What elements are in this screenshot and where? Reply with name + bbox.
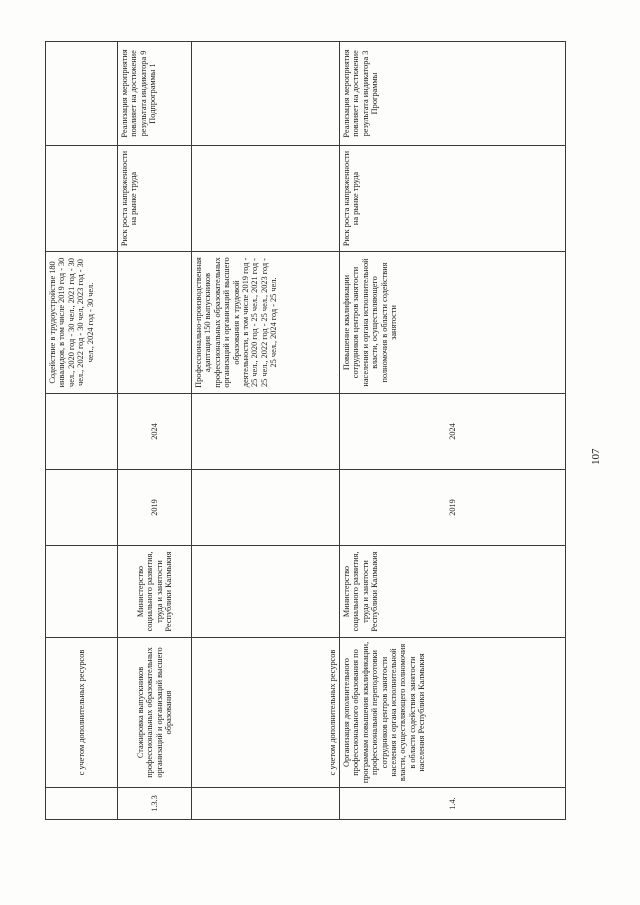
cell-name: с учетом дополнительных ресурсов bbox=[192, 638, 340, 788]
table-row bbox=[192, 42, 340, 820]
cell-executor bbox=[46, 546, 118, 638]
cell-result: Профессионально-производственная адаптация 150 выпускников профессиональных образовательных организаций и организаций высшего образования к трудовой деятельности, в том числе 2019 год - 25 чел., 2020 год - 25 чел., 2021 год - 25 чел., 2022 год - 25 чел., 2023 год - 25 чел., 2024 год - 25 чел. bbox=[192, 252, 340, 394]
cell-executor: Министерство социального развития, труда и занятости Республики Калмыкия bbox=[118, 546, 192, 638]
table-row bbox=[118, 42, 192, 820]
cell-num bbox=[192, 788, 340, 820]
cell-result: Содействие в трудоустройстве 180 инвалидов, в том числе 2019 год - 30 чел., 2020 год - 30 чел., 2021 год - 30 чел., 2022 год - 30 чел, 2023 год - 30 чел., 2024 год - 30 чел. bbox=[46, 252, 118, 394]
cell-link: Реализация мероприятия повлияет на достижение результата индикатора 3 Программы bbox=[340, 42, 566, 146]
cell-link bbox=[46, 42, 118, 146]
cell-name: Стажировка выпускников профессиональных образовательных организаций и организаций высшего образования bbox=[118, 638, 192, 788]
cell-num bbox=[46, 788, 118, 820]
cell-link: Реализация мероприятия повлияет на достижение результата индикатора 9 Подпрограммы 1 bbox=[118, 42, 192, 146]
cell-end: 2024 bbox=[340, 394, 566, 470]
cell-risk bbox=[192, 146, 340, 252]
cell-executor bbox=[192, 546, 340, 638]
cell-result: Повышение квалификации сотрудников центров занятости населения и органа исполнительной власти, осуществляющего полномочия в области содействия занятости bbox=[340, 252, 566, 394]
page-number: 107 bbox=[590, 448, 602, 465]
cell-end bbox=[192, 394, 340, 470]
measures-table bbox=[45, 41, 566, 820]
cell-name: Организация дополнительного профессионального образования по программам повышения квалификации, профессиональной переподготовки сотрудников центров занятости населения и органа исполнительной власти, осуществляющего полномочия в области содействия занятости населения Республики Калмыкия bbox=[340, 638, 566, 788]
table-row bbox=[46, 42, 118, 820]
cell-risk bbox=[46, 146, 118, 252]
cell-link bbox=[192, 42, 340, 146]
table-row bbox=[340, 42, 566, 820]
cell-start: 2019 bbox=[340, 470, 566, 546]
cell-start bbox=[192, 470, 340, 546]
cell-executor: Министерство социального развития, труда и занятости Республики Калмыкия bbox=[340, 546, 566, 638]
cell-end bbox=[46, 394, 118, 470]
cell-num: 1.4. bbox=[340, 788, 566, 820]
cell-risk: Риск роста напряженности на рынке труда bbox=[118, 146, 192, 252]
cell-result bbox=[118, 252, 192, 394]
cell-num: 1.3.3 bbox=[118, 788, 192, 820]
cell-risk: Риск роста напряженности на рынке труда bbox=[340, 146, 566, 252]
cell-end: 2024 bbox=[118, 394, 192, 470]
cell-resources: с учетом дополнительных ресурсов bbox=[46, 638, 118, 788]
cell-start: 2019 bbox=[118, 470, 192, 546]
cell-start bbox=[46, 470, 118, 546]
